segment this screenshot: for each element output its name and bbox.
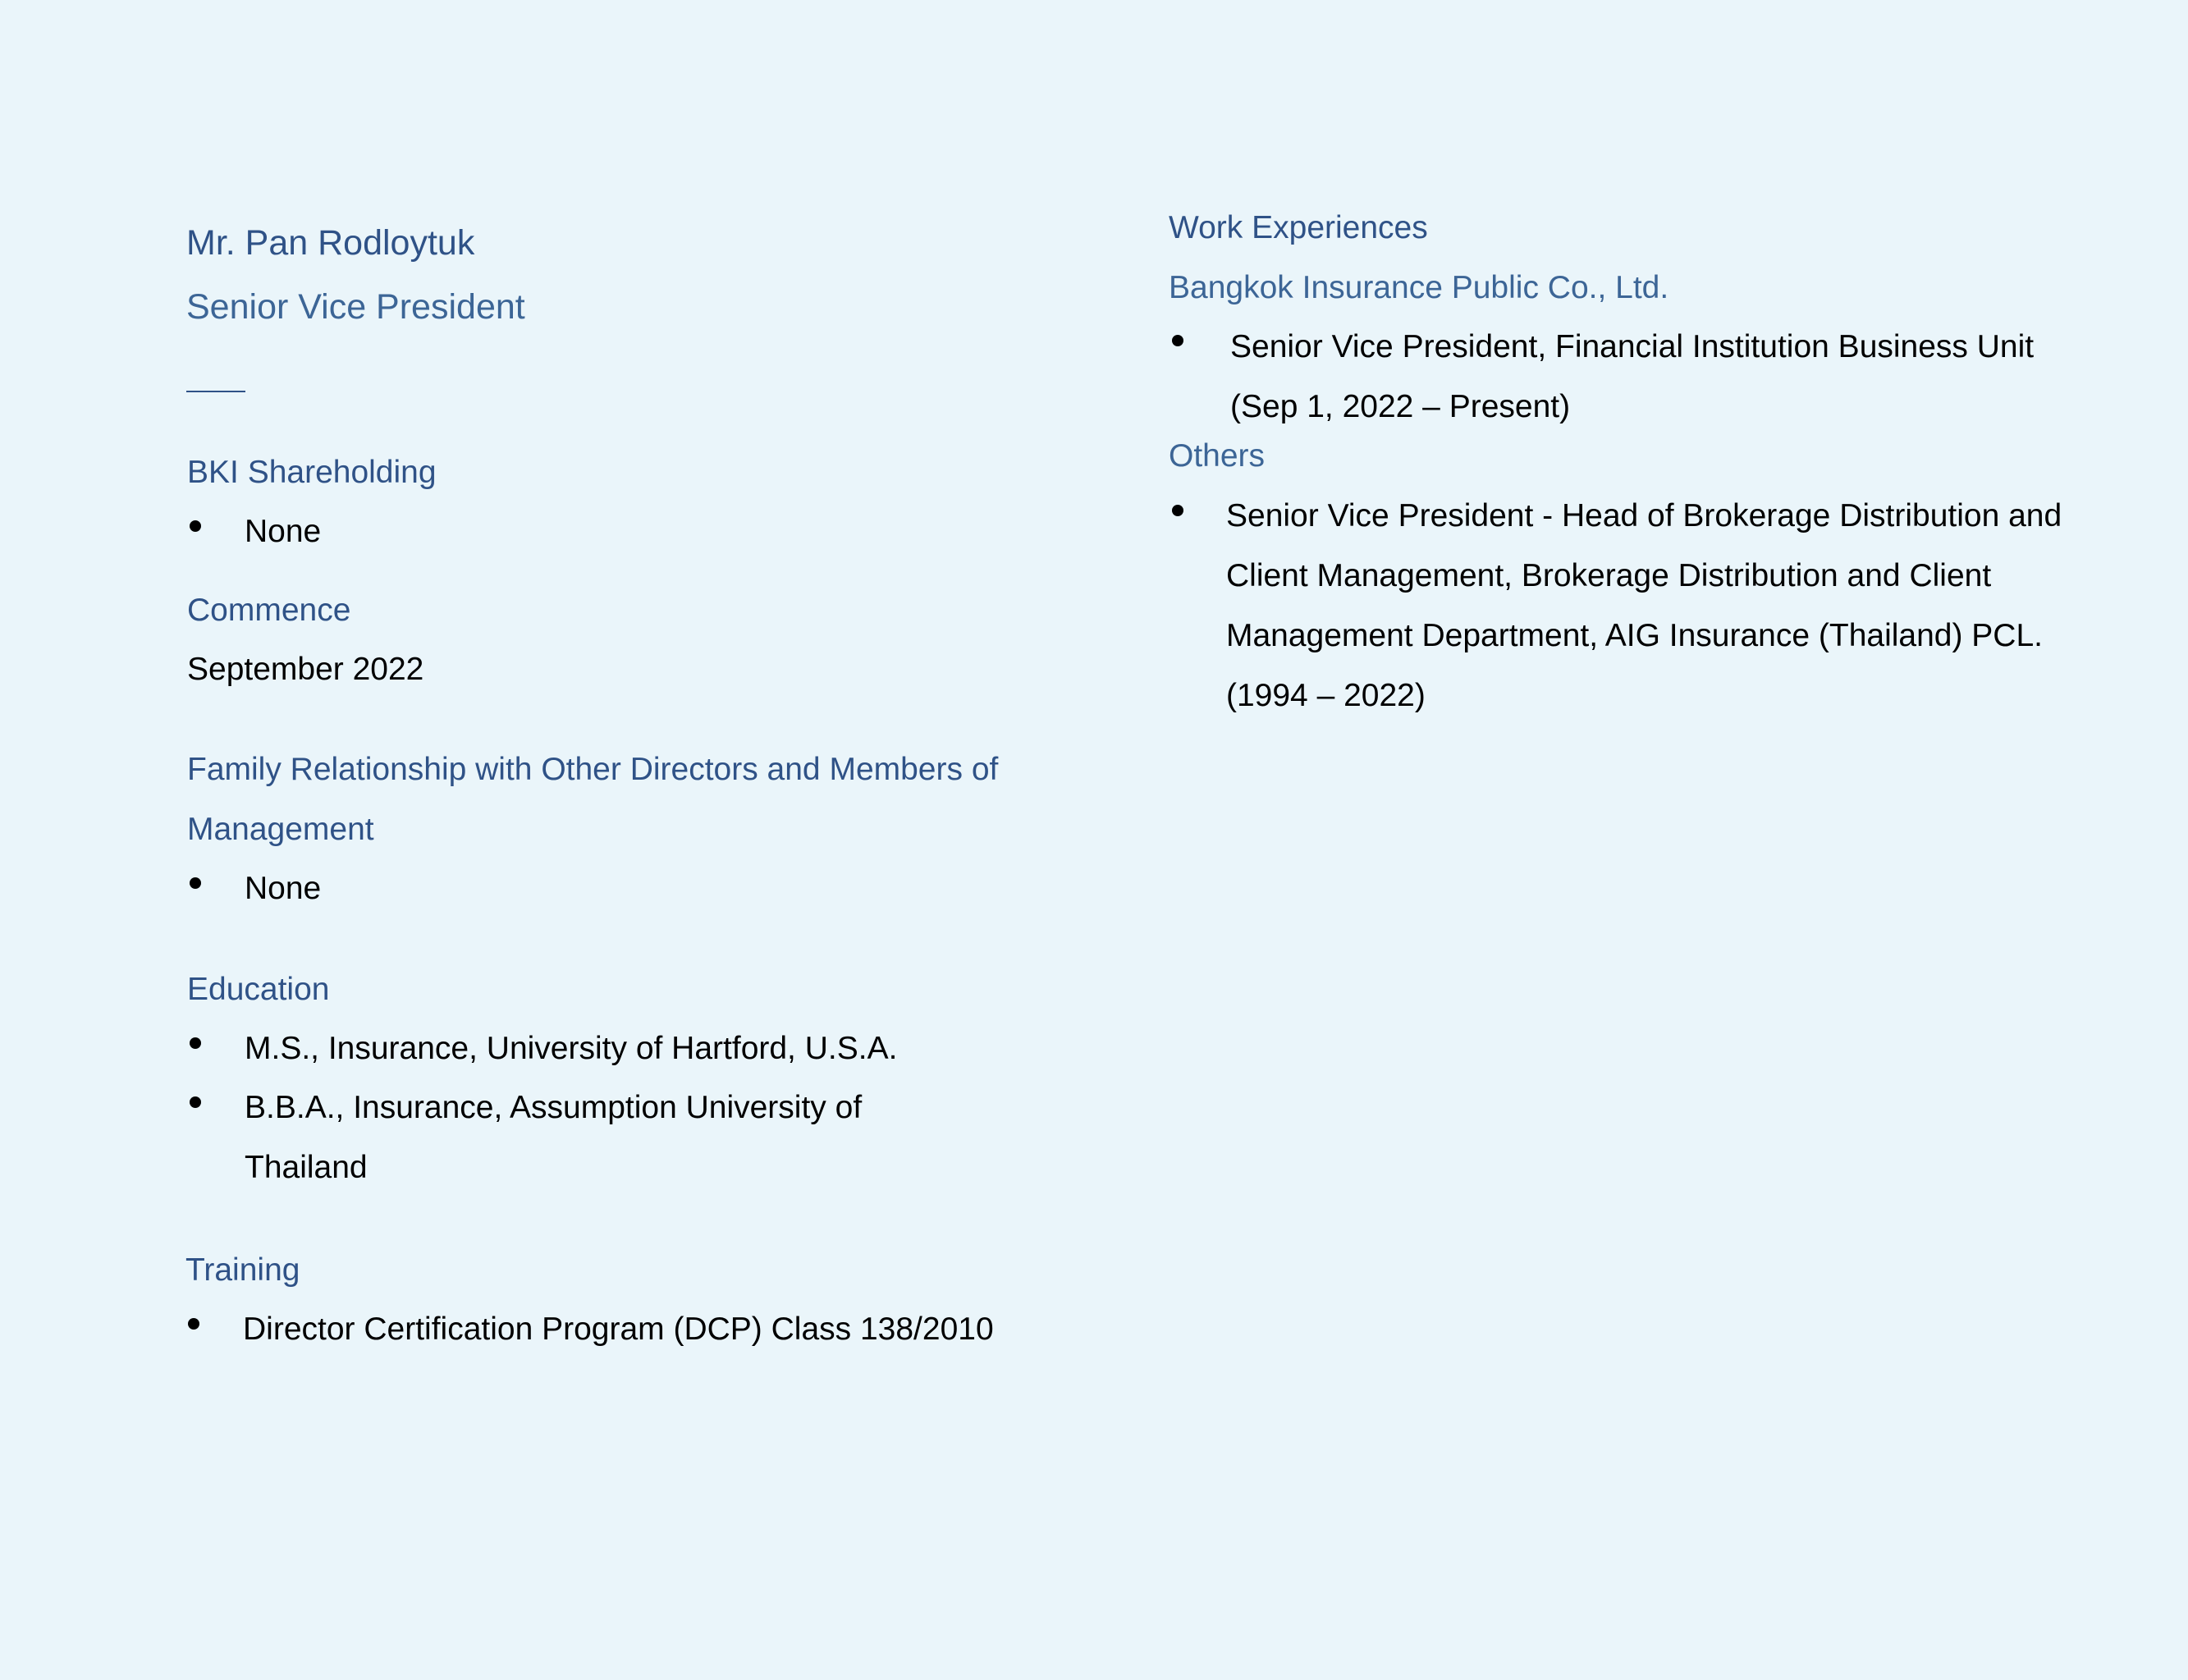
others-item: Senior Vice President - Head of Brokerage Distribution and (1226, 498, 2062, 533)
bullet-icon (190, 520, 201, 532)
family-heading-line1: Family Relationship with Other Directors and Members of (187, 752, 999, 787)
family-value: None (245, 871, 322, 906)
work-item-continued: (Sep 1, 2022 – Present) (1230, 389, 1571, 424)
shareholding-value: None (245, 514, 322, 549)
education-item: B.B.A., Insurance, Assumption University of (245, 1090, 863, 1125)
education-item: M.S., Insurance, University of Hartford, U.S.A. (245, 1031, 898, 1066)
training-item: Director Certification Program (DCP) Class 138/2010 (243, 1311, 994, 1347)
others-heading: Others (1169, 438, 1266, 474)
bullet-icon (1172, 505, 1183, 516)
person-position: Senior Vice President (186, 287, 525, 327)
others-item-continued: Management Department, AIG Insurance (Thailand) PCL. (1226, 618, 2043, 653)
shareholding-heading: BKI Shareholding (187, 455, 437, 490)
bullet-icon (190, 1037, 201, 1049)
others-item-continued: Client Management, Brokerage Distribution and Client (1226, 558, 1992, 593)
person-name: Mr. Pan Rodloytuk (186, 223, 475, 263)
company-name: Bangkok Insurance Public Co., Ltd. (1169, 270, 1669, 305)
bullet-icon (190, 877, 201, 889)
work-item: Senior Vice President, Financial Institution Business Unit (1230, 329, 2035, 364)
training-heading: Training (185, 1252, 300, 1288)
title-divider (186, 391, 245, 392)
others-item-continued: (1994 – 2022) (1226, 678, 1426, 713)
education-heading: Education (187, 972, 330, 1007)
commence-value: September 2022 (187, 652, 424, 687)
bullet-icon (190, 1096, 201, 1108)
work-heading: Work Experiences (1169, 210, 1428, 245)
education-item-continued: Thailand (245, 1150, 368, 1185)
commence-heading: Commence (187, 593, 351, 628)
family-heading-line2: Management (187, 812, 374, 847)
bullet-icon (1172, 335, 1183, 346)
bullet-icon (188, 1318, 199, 1330)
